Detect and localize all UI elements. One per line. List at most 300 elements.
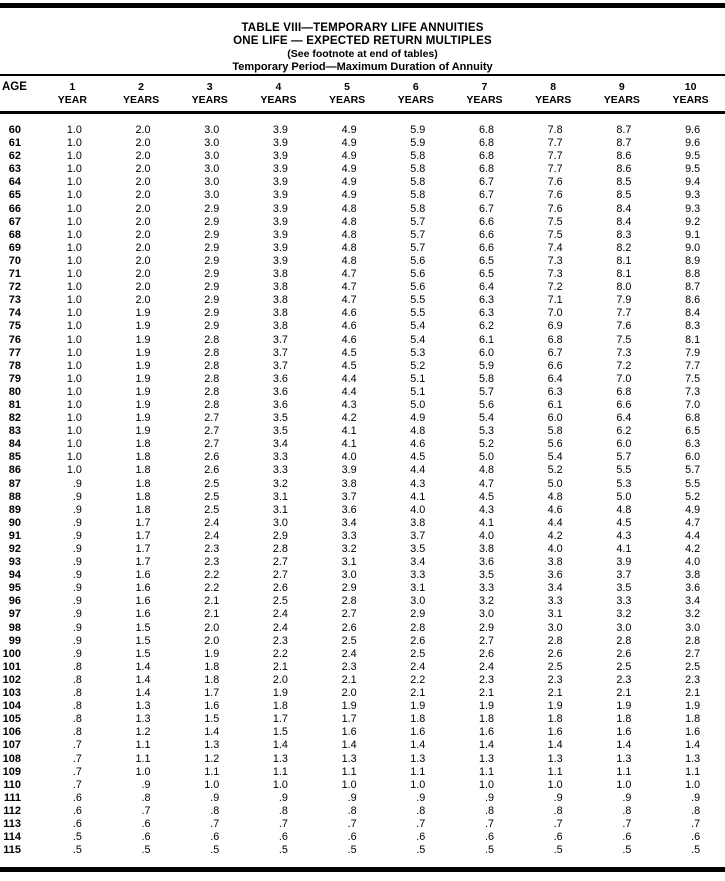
multiple-cell: 1.9 <box>272 687 288 700</box>
multiple-cell: 4.6 <box>341 307 357 320</box>
column-header-unit-1: YEAR <box>57 94 87 106</box>
multiple-cell: .6 <box>347 831 357 844</box>
multiple-cell: 1.1 <box>341 765 357 778</box>
multiple-cell: 3.8 <box>341 477 357 490</box>
multiple-cell: 4.9 <box>685 503 701 516</box>
multiple-cell: 8.7 <box>616 137 632 150</box>
multiple-cell: 1.4 <box>341 739 357 752</box>
multiple-cell: 1.5 <box>135 634 151 647</box>
multiple-cell: 5.0 <box>616 490 632 503</box>
multiple-cell: 2.7 <box>341 608 357 621</box>
multiple-cell: 1.3 <box>616 752 632 765</box>
multiple-cell: 3.3 <box>478 582 494 595</box>
multiple-cell: .7 <box>484 817 494 830</box>
multiple-cell: 1.0 <box>66 372 82 385</box>
multiple-cell: 3.9 <box>272 189 288 202</box>
multiple-cell: 1.0 <box>66 398 82 411</box>
multiple-cell: 2.0 <box>135 189 151 202</box>
multiple-cell: 2.6 <box>204 451 220 464</box>
age-cell: 65 <box>8 189 21 202</box>
multiple-cell: 8.7 <box>616 124 632 136</box>
multiple-cell: 1.1 <box>685 765 701 778</box>
multiple-cell: 1.8 <box>135 451 151 464</box>
multiple-cell: .7 <box>72 765 82 778</box>
multiple-cell: 2.0 <box>135 215 151 228</box>
multiple-cell: 5.0 <box>410 398 426 411</box>
multiple-cell: 3.5 <box>410 543 426 555</box>
age-cell: 70 <box>8 254 21 267</box>
multiple-cell: 1.7 <box>135 543 151 555</box>
multiple-cell: 4.1 <box>478 516 494 529</box>
multiple-cell: .5 <box>72 844 82 857</box>
multiple-cell: 3.0 <box>410 595 426 608</box>
multiple-cell: 1.4 <box>547 739 563 752</box>
multiple-cell: .6 <box>622 831 632 844</box>
multiple-cell: 3.0 <box>204 150 220 163</box>
multiple-cell: 5.2 <box>685 490 701 503</box>
multiple-cell: 4.0 <box>685 556 701 569</box>
multiple-cell: 1.6 <box>547 726 563 739</box>
multiple-cell: 1.0 <box>66 202 82 215</box>
multiple-cell: 2.7 <box>204 412 220 425</box>
multiple-cell: 5.5 <box>410 307 426 320</box>
multiple-cell: 5.8 <box>410 202 426 215</box>
multiple-cell: 7.6 <box>547 189 563 202</box>
multiple-cell: 7.3 <box>547 254 563 267</box>
multiple-cell: 3.9 <box>272 202 288 215</box>
multiple-cell: 1.3 <box>478 752 494 765</box>
multiple-cell: 2.5 <box>204 503 220 516</box>
age-cell: 105 <box>2 713 21 726</box>
multiple-cell: 2.1 <box>410 687 426 700</box>
table-row-age-82 <box>0 412 725 425</box>
multiple-cell: 1.5 <box>135 621 151 634</box>
multiple-cell: 8.6 <box>616 163 632 176</box>
multiple-cell: 4.3 <box>616 529 632 542</box>
multiple-cell: 2.8 <box>547 634 563 647</box>
multiple-cell: 1.3 <box>547 752 563 765</box>
multiple-cell: 1.5 <box>272 726 288 739</box>
multiple-cell: 1.6 <box>685 726 701 739</box>
table-row-age-96 <box>0 595 725 608</box>
multiple-cell: 9.6 <box>685 124 701 136</box>
multiple-cell: 1.5 <box>135 647 151 660</box>
multiple-cell: 2.5 <box>410 647 426 660</box>
multiple-cell: 1.0 <box>66 137 82 150</box>
multiple-cell: 2.7 <box>272 556 288 569</box>
multiple-cell: 2.3 <box>547 673 563 686</box>
multiple-cell: 6.8 <box>547 333 563 346</box>
multiple-cell: 5.5 <box>410 294 426 307</box>
multiple-cell: 3.1 <box>341 556 357 569</box>
multiple-cell: 1.0 <box>66 189 82 202</box>
multiple-cell: 1.0 <box>66 241 82 254</box>
column-header-unit-6: YEARS <box>397 94 434 106</box>
multiple-cell: 7.5 <box>616 333 632 346</box>
multiple-cell: 1.0 <box>66 294 82 307</box>
multiple-cell: 1.9 <box>135 359 151 372</box>
multiple-cell: 3.7 <box>272 346 288 359</box>
multiple-cell: .6 <box>416 831 426 844</box>
multiple-cell: 5.3 <box>616 477 632 490</box>
multiple-cell: 4.8 <box>478 464 494 477</box>
multiple-cell: 7.8 <box>547 124 563 136</box>
multiple-cell: 1.9 <box>547 700 563 713</box>
multiple-cell: 5.8 <box>410 189 426 202</box>
multiple-cell: .9 <box>553 791 563 804</box>
multiple-cell: 1.0 <box>66 228 82 241</box>
multiple-cell: 2.1 <box>272 660 288 673</box>
table-row-age-98 <box>0 622 725 635</box>
table-row-age-99 <box>0 635 725 648</box>
multiple-cell: .9 <box>622 791 632 804</box>
multiple-cell: .6 <box>210 831 220 844</box>
age-cell: 80 <box>8 385 21 398</box>
multiple-cell: 1.3 <box>272 752 288 765</box>
multiple-cell: 1.0 <box>66 346 82 359</box>
table-row-age-72 <box>0 281 725 294</box>
multiple-cell: 4.9 <box>341 176 357 189</box>
multiple-cell: 4.7 <box>341 281 357 294</box>
multiple-cell: 2.1 <box>547 687 563 700</box>
multiple-cell: 6.0 <box>616 438 632 451</box>
age-cell: 90 <box>8 516 21 529</box>
age-cell: 91 <box>8 529 21 542</box>
age-cell: 109 <box>2 765 21 778</box>
multiple-cell: 4.5 <box>410 451 426 464</box>
multiple-cell: 4.1 <box>341 425 357 438</box>
multiple-cell: 5.6 <box>410 254 426 267</box>
multiple-cell: 2.8 <box>685 634 701 647</box>
age-cell: 87 <box>8 477 21 490</box>
multiple-cell: 2.9 <box>410 608 426 621</box>
footnote-reference: (See footnote at end of tables) <box>287 48 438 60</box>
multiple-cell: .9 <box>72 595 82 608</box>
multiple-cell: 1.9 <box>135 346 151 359</box>
multiple-cell: 3.7 <box>341 490 357 503</box>
table-row-age-71 <box>0 268 725 281</box>
header-number-row <box>0 81 725 94</box>
multiple-cell: .9 <box>72 556 82 569</box>
multiple-cell: .8 <box>141 791 151 804</box>
multiple-cell: .5 <box>278 844 288 857</box>
multiple-cell: 1.8 <box>135 490 151 503</box>
multiple-cell: .6 <box>141 831 151 844</box>
multiple-cell: 3.9 <box>272 254 288 267</box>
multiple-cell: 6.8 <box>685 412 701 425</box>
age-cell: 76 <box>8 333 21 346</box>
table-row-age-75 <box>0 320 725 333</box>
multiple-cell: 7.3 <box>685 385 701 398</box>
table-row-age-69 <box>0 242 725 255</box>
multiple-cell: 4.6 <box>341 333 357 346</box>
multiple-cell: 1.8 <box>272 700 288 713</box>
multiple-cell: .9 <box>141 778 151 791</box>
multiple-cell: 1.0 <box>66 438 82 451</box>
multiple-cell: 8.7 <box>685 281 701 294</box>
multiple-cell: 1.0 <box>66 281 82 294</box>
multiple-cell: .8 <box>622 804 632 817</box>
multiple-cell: .5 <box>622 844 632 857</box>
multiple-cell: 1.6 <box>616 726 632 739</box>
multiple-cell: 2.8 <box>204 398 220 411</box>
multiple-cell: 6.1 <box>478 333 494 346</box>
multiple-cell: 2.2 <box>204 569 220 582</box>
multiple-cell: .7 <box>691 817 701 830</box>
multiple-cell: .9 <box>72 490 82 503</box>
multiple-cell: 5.6 <box>547 438 563 451</box>
multiple-cell: 2.0 <box>135 176 151 189</box>
multiple-cell: 7.7 <box>547 163 563 176</box>
age-cell: 86 <box>8 464 21 477</box>
multiple-cell: 1.7 <box>135 556 151 569</box>
multiple-cell: 2.1 <box>204 608 220 621</box>
multiple-cell: 2.8 <box>204 346 220 359</box>
multiple-cell: .6 <box>553 831 563 844</box>
column-header-unit-10: YEARS <box>672 94 709 106</box>
multiple-cell: 1.4 <box>410 739 426 752</box>
multiple-cell: 2.1 <box>616 687 632 700</box>
multiple-cell: 3.4 <box>341 516 357 529</box>
multiple-cell: 6.6 <box>616 398 632 411</box>
multiple-cell: .9 <box>72 529 82 542</box>
multiple-cell: .7 <box>347 817 357 830</box>
multiple-cell: 3.0 <box>616 621 632 634</box>
age-cell: 62 <box>8 150 21 163</box>
multiple-cell: 2.4 <box>272 608 288 621</box>
multiple-cell: 3.9 <box>272 137 288 150</box>
multiple-cell: 6.8 <box>478 163 494 176</box>
age-cell: 78 <box>8 359 21 372</box>
multiple-cell: 3.9 <box>272 241 288 254</box>
multiple-cell: 7.0 <box>616 372 632 385</box>
multiple-cell: 2.7 <box>204 425 220 438</box>
column-header-number-9: 9 <box>618 81 625 93</box>
multiple-cell: 4.2 <box>547 529 563 542</box>
multiple-cell: .9 <box>72 569 82 582</box>
multiple-cell: .6 <box>691 831 701 844</box>
age-cell: 73 <box>8 294 21 307</box>
multiple-cell: 3.0 <box>204 176 220 189</box>
multiple-cell: 7.9 <box>685 346 701 359</box>
multiple-cell: 4.6 <box>547 503 563 516</box>
multiple-cell: 1.8 <box>547 713 563 726</box>
multiple-cell: .7 <box>622 817 632 830</box>
multiple-cell: 3.6 <box>478 556 494 569</box>
multiple-cell: 1.1 <box>135 752 151 765</box>
multiple-cell: 1.1 <box>547 765 563 778</box>
multiple-cell: 2.7 <box>272 569 288 582</box>
multiple-cell: 6.4 <box>478 281 494 294</box>
multiple-cell: 1.0 <box>204 778 220 791</box>
multiple-cell: .8 <box>484 804 494 817</box>
multiple-cell: .8 <box>72 700 82 713</box>
multiple-cell: 5.8 <box>478 372 494 385</box>
multiple-cell: 1.4 <box>616 739 632 752</box>
multiple-cell: 4.9 <box>341 137 357 150</box>
multiple-cell: 1.1 <box>410 765 426 778</box>
multiple-cell: .9 <box>72 477 82 490</box>
multiple-cell: .7 <box>278 817 288 830</box>
age-cell: 98 <box>8 621 21 634</box>
multiple-cell: .9 <box>278 791 288 804</box>
multiple-cell: 5.3 <box>410 346 426 359</box>
multiple-cell: 9.3 <box>685 202 701 215</box>
multiple-cell: 7.7 <box>547 137 563 150</box>
multiple-cell: 2.4 <box>272 621 288 634</box>
multiple-cell: 3.2 <box>478 595 494 608</box>
multiple-cell: 3.7 <box>272 333 288 346</box>
age-cell: 68 <box>8 228 21 241</box>
multiple-cell: 3.6 <box>272 372 288 385</box>
age-cell: 112 <box>3 804 21 817</box>
age-cell: 89 <box>8 503 21 516</box>
multiple-cell: 2.0 <box>135 294 151 307</box>
multiple-cell: 2.6 <box>547 647 563 660</box>
table-row-age-67 <box>0 216 725 229</box>
multiple-cell: .5 <box>416 844 426 857</box>
table-row-age-115 <box>0 844 725 857</box>
multiple-cell: 5.8 <box>410 150 426 163</box>
multiple-cell: 1.7 <box>341 713 357 726</box>
multiple-cell: 6.3 <box>685 438 701 451</box>
multiple-cell: 3.0 <box>204 163 220 176</box>
column-header-unit-5: YEARS <box>329 94 366 106</box>
multiple-cell: 4.8 <box>341 215 357 228</box>
multiple-cell: 5.4 <box>547 451 563 464</box>
multiple-cell: .8 <box>72 726 82 739</box>
multiple-cell: 2.7 <box>478 634 494 647</box>
multiple-cell: 2.1 <box>204 595 220 608</box>
multiple-cell: 6.2 <box>478 320 494 333</box>
multiple-cell: 5.9 <box>478 359 494 372</box>
multiple-cell: 9.1 <box>685 228 701 241</box>
table-row-age-95 <box>0 582 725 595</box>
multiple-cell: 1.0 <box>547 778 563 791</box>
multiple-cell: 2.8 <box>204 333 220 346</box>
multiple-cell: 8.4 <box>685 307 701 320</box>
multiple-cell: 2.3 <box>341 660 357 673</box>
multiple-cell: 8.1 <box>616 268 632 281</box>
multiple-cell: 1.0 <box>410 778 426 791</box>
multiple-cell: 6.7 <box>478 189 494 202</box>
multiple-cell: 7.4 <box>547 241 563 254</box>
multiple-cell: 6.3 <box>478 294 494 307</box>
multiple-cell: 1.6 <box>341 726 357 739</box>
age-cell: 110 <box>3 778 21 791</box>
multiple-cell: 5.5 <box>685 477 701 490</box>
multiple-cell: 2.8 <box>341 595 357 608</box>
age-cell: 96 <box>8 595 21 608</box>
multiple-cell: 3.4 <box>685 595 701 608</box>
header-bottom-rule <box>0 111 725 114</box>
top-rule <box>0 3 725 8</box>
multiple-cell: 2.9 <box>204 202 220 215</box>
multiple-cell: 2.6 <box>410 634 426 647</box>
multiple-cell: 1.3 <box>204 739 220 752</box>
table-row-age-97 <box>0 608 725 621</box>
multiple-cell: 4.7 <box>341 268 357 281</box>
multiple-cell: 3.2 <box>616 608 632 621</box>
multiple-cell: 2.3 <box>204 543 220 555</box>
age-cell: 113 <box>3 817 21 830</box>
multiple-cell: 1.1 <box>478 765 494 778</box>
age-cell: 111 <box>3 791 21 804</box>
multiple-cell: 6.6 <box>547 359 563 372</box>
multiple-cell: 2.4 <box>410 660 426 673</box>
multiple-cell: 1.3 <box>135 713 151 726</box>
multiple-cell: 3.1 <box>272 503 288 516</box>
table-row-age-68 <box>0 229 725 242</box>
multiple-cell: 7.5 <box>685 372 701 385</box>
multiple-cell: .8 <box>416 804 426 817</box>
multiple-cell: 2.6 <box>341 621 357 634</box>
multiple-cell: 1.6 <box>135 569 151 582</box>
multiple-cell: 2.4 <box>204 529 220 542</box>
multiple-cell: 3.3 <box>341 529 357 542</box>
multiple-cell: 2.6 <box>616 647 632 660</box>
multiple-cell: 2.5 <box>616 660 632 673</box>
multiple-cell: .9 <box>72 543 82 555</box>
multiple-cell: .9 <box>72 608 82 621</box>
multiple-cell: 4.4 <box>341 372 357 385</box>
multiple-cell: 9.4 <box>685 176 701 189</box>
multiple-cell: 1.2 <box>135 726 151 739</box>
multiple-cell: 3.9 <box>272 163 288 176</box>
multiple-cell: 2.5 <box>204 490 220 503</box>
multiple-cell: 5.1 <box>410 385 426 398</box>
multiple-cell: 9.3 <box>685 189 701 202</box>
column-header-unit-2: YEARS <box>122 94 160 106</box>
table-subtitle: ONE LIFE — EXPECTED RETURN MULTIPLES <box>233 35 492 47</box>
multiple-cell: 7.5 <box>547 228 563 241</box>
multiple-cell: 4.4 <box>341 385 357 398</box>
multiple-cell: 1.9 <box>204 647 220 660</box>
multiple-cell: 5.7 <box>410 241 426 254</box>
multiple-cell: 2.7 <box>204 438 220 451</box>
multiple-cell: .7 <box>416 817 426 830</box>
multiple-cell: 2.9 <box>204 268 220 281</box>
multiple-cell: 2.0 <box>135 268 151 281</box>
multiple-cell: 1.3 <box>135 700 151 713</box>
multiple-cell: 2.4 <box>341 647 357 660</box>
multiple-cell: 3.9 <box>272 176 288 189</box>
column-header-number-7: 7 <box>481 81 488 93</box>
multiple-cell: 4.9 <box>410 412 426 425</box>
multiple-cell: 5.5 <box>616 464 632 477</box>
multiple-cell: .5 <box>210 844 220 857</box>
table-row-age-90 <box>0 517 725 530</box>
multiple-cell: 4.5 <box>341 346 357 359</box>
multiple-cell: 3.9 <box>272 228 288 241</box>
multiple-cell: 2.1 <box>478 687 494 700</box>
table-row-age-73 <box>0 294 725 307</box>
age-cell: 83 <box>8 425 21 438</box>
multiple-cell: 4.1 <box>341 438 357 451</box>
multiple-cell: 4.4 <box>685 529 701 542</box>
multiple-cell: 1.0 <box>616 778 632 791</box>
multiple-cell: 1.8 <box>135 464 151 477</box>
multiple-cell: 3.0 <box>685 621 701 634</box>
multiple-cell: .5 <box>141 844 151 857</box>
multiple-cell: .9 <box>72 582 82 595</box>
multiple-cell: 2.5 <box>685 660 701 673</box>
multiple-cell: 3.7 <box>410 529 426 542</box>
multiple-cell: 8.3 <box>685 320 701 333</box>
multiple-cell: 2.9 <box>204 215 220 228</box>
age-cell: 71 <box>8 268 21 281</box>
multiple-cell: 6.0 <box>547 412 563 425</box>
